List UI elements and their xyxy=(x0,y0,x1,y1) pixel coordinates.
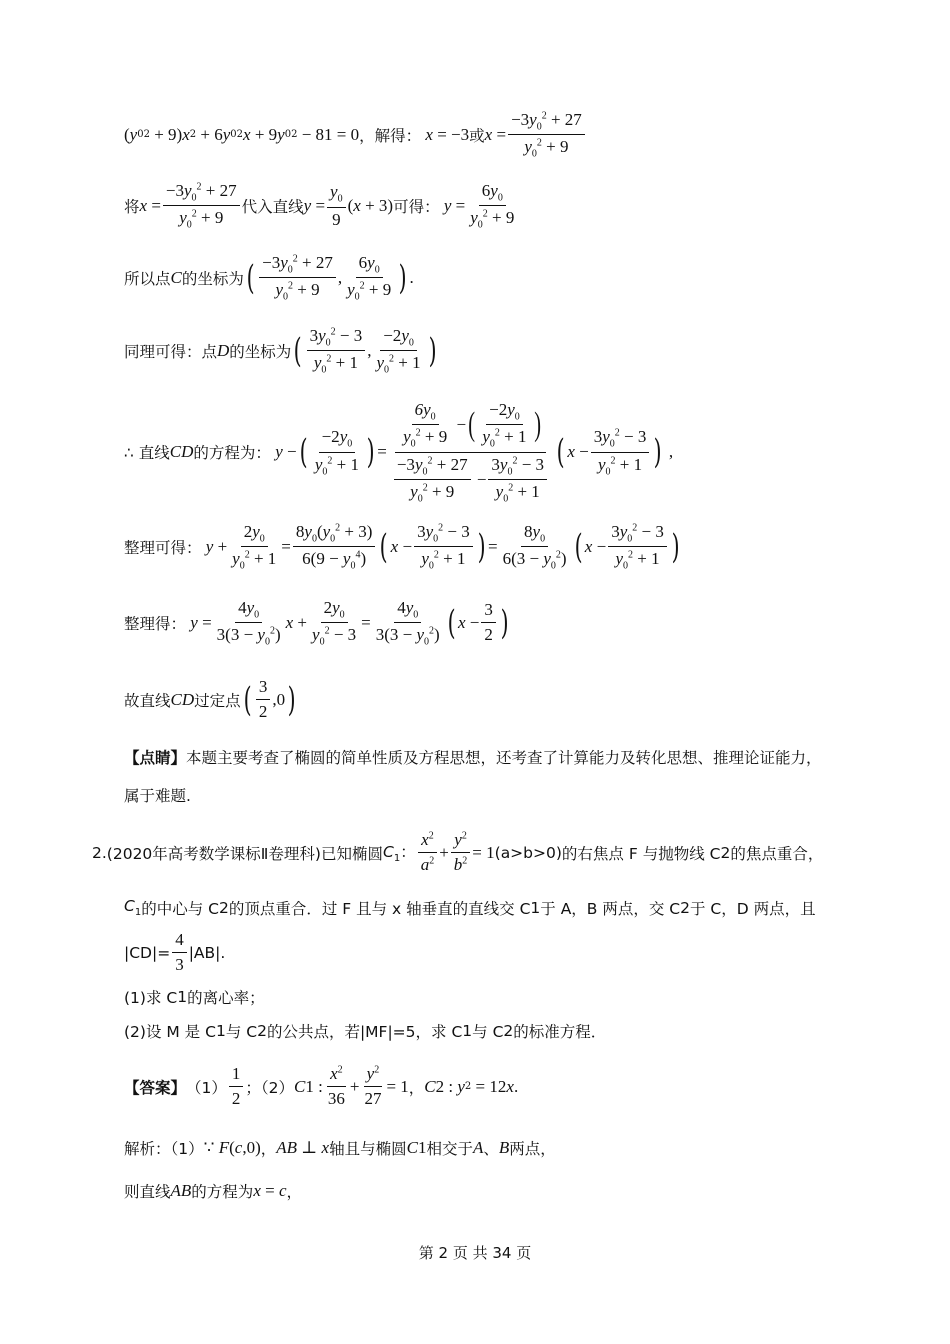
problem-line2c: 于 A，B 两点，交 C xyxy=(540,900,681,918)
equation-line-7: 整理得： y = $\frac{4y_0}{3(3 - y_0^2)}$ x + $\frac{2y_0}{y_0^2 - 3}$ = $\frac{4y_0}{3(3 - y_0^2)}$ ( x − $\frac{3}{2}$ ) xyxy=(124,598,509,648)
text-coord-d: 的坐标为 xyxy=(229,342,292,361)
answer-part1: （1） xyxy=(186,1078,227,1097)
analysis-eq: 的方程为 xyxy=(191,1183,254,1201)
text-substitute: 将 xyxy=(124,197,140,216)
text-get: 可得： xyxy=(393,197,440,216)
problem-after2: 的焦点重合， xyxy=(730,844,824,863)
equation-line-4: 同理可得：点 D 的坐标为 ( $\frac{3y_0^2 - 3}{y_0^2 + 1}$ , $\frac{-2y_0}{y_0^2 + 1}$ ) xyxy=(124,326,437,376)
problem-2-line-3: |CD|= $\frac{4}{3}$ |AB|. xyxy=(124,930,226,974)
text-line-cd: 故直线 xyxy=(124,691,171,710)
question-1: (1)求 C 1 的离心率； xyxy=(124,988,265,1007)
problem-ab: |AB|. xyxy=(188,943,226,962)
comment-tail: 属于难题. xyxy=(124,787,191,805)
problem-condition: (a>b>0) xyxy=(494,843,562,862)
equation-line-8: 故直线 CD 过定点 ( $\frac{3}{2}$ ,0 ) xyxy=(124,677,296,721)
analysis-intro: 解析：（1） xyxy=(124,1140,204,1158)
problem-cd: |CD|= xyxy=(124,943,171,962)
question-2-c: 的公共点，若|MF|=5，求 C xyxy=(266,1023,463,1041)
problem-source: (2020年高考数学课标Ⅱ卷理科) xyxy=(106,844,321,863)
analysis-axis: 轴且与椭圆 xyxy=(329,1140,407,1158)
analysis-dun: 、 xyxy=(483,1140,499,1158)
answer-line: 【答案】 （1） $\frac{1}{2}$ ；（2） C 1 : $\frac{x^2}{36}$ + $\frac{y^2}{27}$ = 1 ， C 2 : y 2 = 12 x . xyxy=(124,1064,519,1108)
equation-line-5: ∴ 直线 CD 的方程为： y − ( $\frac{-2y_0}{y_0^2 + 1}$ ) = $\frac{6y_0}{y_0^2 + 9}$ − ( $\frac{-2y_0}{y_0^2 + 1}$ ) $\frac{-3y_0^2 + 27}{y_0^2 + 9}$ − $\frac{3y_0^2 - 3}{y_0^2 + 1}$ ( x − $\frac{3y_0^2 - 3}{y_0^2 + 1}$ ) , xyxy=(124,400,674,505)
equation-line-6: 整理可得： y + $\frac{2y_0}{y_0^2 + 1}$ = $\frac{8y_0(y_0^2 + 3)}{6(9 - y_0^4)}$ ( x − $\frac{3y_0^2 - 3}{y_0^2 + 1}$ ) = $\frac{8y_0}{6(3 - y_0^2)}$ ( x − $\frac{3y_0^2 - 3}{y_0^2 + 1}$ ) xyxy=(124,522,680,572)
equation-line-1: ( y 0 2 + 9) x 2 + 6 y 0 2 x + 9 y 0 2 − 81 = 0 ，解得： x = −3 或 x = $\frac{-3y_0^2 + 27}{y_0^2 + 9}$ xyxy=(124,110,587,160)
problem-intro: 已知椭圆 xyxy=(320,844,383,863)
question-2-b: 与 C xyxy=(225,1023,258,1041)
text-therefore: ∴ 直线 xyxy=(124,444,170,463)
text-fixed-point: 过定点 xyxy=(194,691,241,710)
question-2-d: 与 C xyxy=(472,1023,504,1041)
problem-line2b: 的顶点重合．过 F 且与 x 轴垂直的直线交 C xyxy=(228,900,531,918)
answer-separator: ， xyxy=(408,1078,425,1097)
text-coord: 的坐标为 xyxy=(181,269,244,288)
analysis-comma: ， xyxy=(260,1140,277,1158)
problem-line2d: 于 C，D 两点，且 xyxy=(690,900,816,918)
comment-tail-line xyxy=(124,784,191,806)
question-2-e: 的标准方程． xyxy=(513,1023,607,1041)
analysis-two-points: 两点， xyxy=(509,1140,556,1158)
text-point-d: 同理可得：点 xyxy=(124,342,218,361)
question-1-text: (1)求 C xyxy=(124,989,178,1007)
problem-2-line-2: $C_1$ 的中心与 C 2 的顶点重合．过 F 且与 x 轴垂直的直线交 C 1 于 A，B 两点，交 C 2 于 C，D 两点，且 xyxy=(124,897,816,919)
comment-line xyxy=(124,746,822,768)
text-simplified: 整理得： xyxy=(124,614,187,633)
problem-number: 2. xyxy=(92,843,107,862)
text-equation: 的方程为： xyxy=(193,444,271,463)
problem-2-line-1: 2. (2020年高考数学课标Ⅱ卷理科) 已知椭圆 $C_1$： $\frac{x^2}{a^2}$ + $\frac{y^2}{b^2}$ = 1 (a>b>0) 的右焦点 F 与抛物线 C 2 的焦点重合， xyxy=(92,830,824,874)
page-footer: 第 2 页 共 34 页 xyxy=(418,1244,532,1262)
analysis-line-2: 则直线 AB 的方程为 x = c ， xyxy=(124,1181,303,1201)
question-1-tail: 的离心率； xyxy=(187,989,265,1007)
comment-body: 本题主要考查了椭圆的简单性质及方程思想，还考查了计算能力及转化思想、推理论证能力， xyxy=(186,749,822,767)
analysis-line-ab: 则直线 xyxy=(124,1183,171,1201)
question-2: (2)设 M 是 C 1 与 C 2 的公共点，若|MF|=5，求 C 1 与 C 2 的标准方程． xyxy=(124,1022,607,1041)
problem-after: 的右焦点 F 与抛物线 C xyxy=(561,844,721,863)
problem-line2: 的中心与 C xyxy=(141,900,219,918)
text-solved: ，解得： xyxy=(359,126,422,145)
question-2-text: (2)设 M 是 C xyxy=(124,1023,216,1041)
equation-line-2: 将 x = $\frac{-3y_0^2 + 27}{y_0^2 + 9}$ 代入直线 y = $\frac{y_0}{9}$ ( x + 3) 可得： y = $\frac{6y_0}{y_0^2 + 9}$ xyxy=(124,181,515,231)
text-simplify: 整理可得： xyxy=(124,538,202,557)
answer-label: 【答案】 xyxy=(124,1078,187,1097)
analysis-end: ， xyxy=(286,1183,303,1201)
answer-part2: ；（2） xyxy=(245,1078,295,1097)
analysis-intersect: 相交于 xyxy=(426,1140,473,1158)
analysis-line-1: 解析：（1） ∵ F ( c ,0) ， AB ⊥ x 轴且与椭圆 C 1 相交于 A 、 B 两点， xyxy=(124,1138,556,1158)
text-into-line: 代入直线 xyxy=(241,197,304,216)
comment-label: 【点睛】 xyxy=(124,749,187,767)
text-point-c: 所以点 xyxy=(124,269,171,288)
text-or: 或 xyxy=(469,126,485,145)
equation-line-3: 所以点 C 的坐标为 ( $\frac{-3y_0^2 + 27}{y_0^2 + 9}$ , $\frac{6y_0}{y_0^2 + 9}$ ) . xyxy=(124,253,414,303)
